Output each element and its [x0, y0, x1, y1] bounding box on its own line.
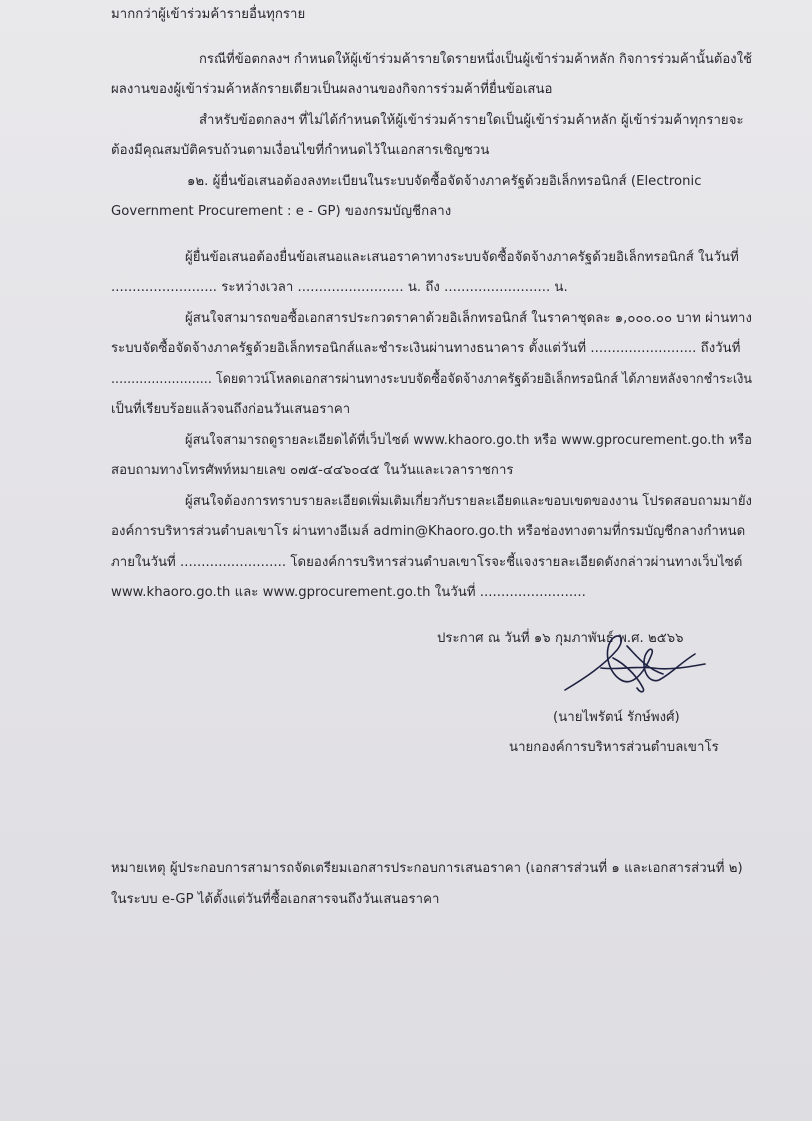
- signer-name: (นายไพรัตน์ รักษ์พงศ์): [553, 710, 680, 725]
- announcement-date: ประกาศ ณ วันที่ ๑๖ กุมภาพันธ์ พ.ศ. ๒๕๖๖: [437, 631, 684, 646]
- text-line-15: สอบถามทางโทรศัพท์หมายเลข ๐๗๕-๔๔๖๐๔๕ ในวันและเวลาราชการ: [111, 463, 514, 478]
- text-line-1: มากกว่าผู้เข้าร่วมค้ารายอื่นทุกราย: [111, 7, 306, 22]
- text-line-6: ๑๒. ผู้ยื่นข้อเสนอต้องลงทะเบียนในระบบจัดซื้อจัดจ้างภาครัฐด้วยอิเล็กทรอนิกส์ (Electronic: [187, 174, 702, 189]
- text-line-4: สำหรับข้อตกลงฯ ที่ไม่ได้กำหนดให้ผู้เข้าร่วมค้ารายใดเป็นผู้เข้าร่วมค้าหลัก ผู้เข้าร่วมค้าทุกรายจะ: [199, 113, 744, 128]
- text-line-10: ผู้สนใจสามารถขอซื้อเอกสารประกวดราคาด้วยอิเล็กทรอนิกส์ ในราคาชุดละ ๑,๐๐๐.๐๐ บาท ผ่านทาง: [185, 311, 752, 326]
- text-line-5: ต้องมีคุณสมบัติครบถ้วนตามเงื่อนไขที่กำหนดไว้ในเอกสารเชิญชวน: [111, 143, 490, 158]
- signer-title: นายกองค์การบริหารส่วนตำบลเขาโร: [509, 740, 719, 755]
- note-line-2: ในระบบ e-GP ได้ตั้งแต่วันที่ซื้อเอกสารจนถึงวันเสนอราคา: [111, 892, 440, 907]
- text-line-7: Government Procurement : e - GP) ของกรมบัญชีกลาง: [111, 204, 452, 219]
- text-line-11: ระบบจัดซื้อจัดจ้างภาครัฐด้วยอิเล็กทรอนิกส์และชำระเงินผ่านทางธนาคาร ตั้งแต่วันที่ ......................... ถึงวันที่: [111, 341, 741, 356]
- text-line-3: ผลงานของผู้เข้าร่วมค้าหลักรายเดียวเป็นผลงานของกิจการร่วมค้าที่ยื่นข้อเสนอ: [111, 82, 553, 97]
- text-line-2: กรณีที่ข้อตกลงฯ กำหนดให้ผู้เข้าร่วมค้ารายใดรายหนึ่งเป็นผู้เข้าร่วมค้าหลัก กิจการร่วมค้านั้นต้องใช้: [199, 52, 752, 67]
- text-line-17: องค์การบริหารส่วนตำบลเขาโร ผ่านทางอีเมล์ admin@Khaoro.go.th หรือช่องทางตามที่กรมบัญชีกลางกำหนด: [111, 524, 746, 539]
- text-line-8: ผู้ยื่นข้อเสนอต้องยื่นข้อเสนอและเสนอราคาทางระบบจัดซื้อจัดจ้างภาครัฐด้วยอิเล็กทรอนิกส์ ในวันที่: [185, 250, 739, 265]
- text-line-18: ภายในวันที่ ......................... โดยองค์การบริหารส่วนตำบลเขาโรจะชี้แจงรายละเอียดดังกล่าวผ่านทางเว็บไซต์: [111, 555, 743, 570]
- text-line-19: www.khaoro.go.th และ www.gprocurement.go.th ในวันที่ .........................: [111, 585, 586, 600]
- text-line-13: เป็นที่เรียบร้อยแล้วจนถึงก่อนวันเสนอราคา: [111, 402, 351, 417]
- text-line-9: ......................... ระหว่างเวลา ......................... น. ถึง ......................... น.: [111, 280, 568, 295]
- signature: [555, 628, 710, 703]
- text-line-16: ผู้สนใจต้องการทราบรายละเอียดเพิ่มเติมเกี่ยวกับรายละเอียดและขอบเขตของงาน โปรดสอบถามมายัง: [185, 494, 752, 509]
- note-line-1: หมายเหตุ ผู้ประกอบการสามารถจัดเตรียมเอกสารประกอบการเสนอราคา (เอกสารส่วนที่ ๑ และเอกสารส่วนที่ ๒): [111, 861, 743, 876]
- text-line-12: ......................... โดยดาวน์โหลดเอกสารผ่านทางระบบจัดซื้อจัดจ้างภาครัฐด้วยอิเล็กทรอนิกส์ ได้ภายหลังจากชำระเงิน: [111, 372, 753, 387]
- text-line-14: ผู้สนใจสามารถดูรายละเอียดได้ที่เว็บไซต์ www.khaoro.go.th หรือ www.gprocurement.go.th หรือ: [185, 433, 752, 448]
